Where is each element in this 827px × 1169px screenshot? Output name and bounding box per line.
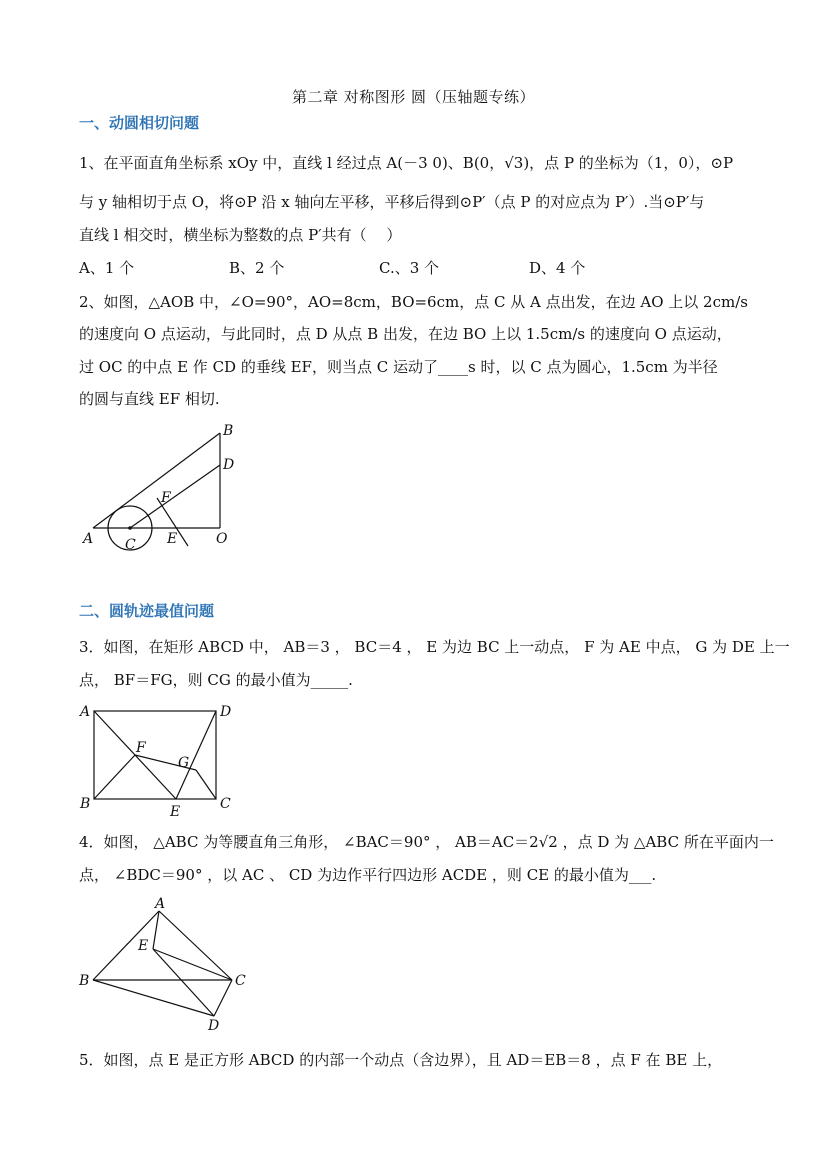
q3-figure [75, 698, 245, 820]
q3-segment-bf [94, 755, 135, 799]
q4-label-e: E [138, 938, 149, 954]
q2-point-c [128, 526, 132, 530]
q2-label-o: O [216, 531, 228, 547]
q4-segment-ab [93, 911, 159, 980]
q3-line-1: 3．如图，在矩形 ABCD 中， AB＝3 ， BC＝4 ， E 为边 BC 上一动点， F 为 AE 中点， G 为 DE 上一 [79, 638, 790, 656]
q4-segment-cd [214, 980, 232, 1016]
q4-segment-ce [153, 949, 232, 980]
q4-figure [75, 893, 255, 1035]
q2-label-d: D [223, 457, 235, 473]
q4-label-a: A [155, 896, 166, 912]
q2-line-1: 2、如图，△AOB 中，∠O=90°，AO=8cm，BO=6cm，点 C 从 A 点出发，在边 AO 上以 2cm/s [79, 293, 748, 311]
q4-segment-bd [93, 980, 214, 1016]
q3-label-e: E [170, 804, 181, 820]
q3-rectangle-abcd [94, 711, 216, 799]
q2-label-a: A [83, 531, 94, 547]
q2-label-c: C [125, 537, 136, 553]
q3-label-b: B [80, 796, 91, 812]
q4-label-b: B [79, 973, 90, 989]
q2-segment-cd [130, 465, 220, 528]
q1-choice-d: D、4 个 [529, 259, 586, 277]
q5-line-1: 5．如图，点 E 是正方形 ABCD 的内部一个动点（含边界），且 AD＝EB＝8 ，点 F 在 BE 上， [79, 1051, 723, 1069]
q2-segment-ab [93, 433, 220, 528]
q4-label-c: C [235, 973, 246, 989]
q2-line-4: 的圆与直线 EF 相切. [79, 390, 220, 408]
q4-segment-ac [159, 911, 232, 980]
q2-label-f: F [161, 490, 171, 506]
q2-line-3: 过 OC 的中点 E 作 CD 的垂线 EF，则当点 C 运动了____s 时，以 C 点为圆心，1.5cm 为半径 [79, 358, 718, 376]
q1-choice-b: B、2 个 [229, 259, 285, 277]
section-heading-1: 一、动圆相切问题 [79, 114, 200, 132]
q3-line-2: 点， BF＝FG，则 CG 的最小值为_____. [79, 671, 353, 689]
q4-label-d: D [208, 1018, 220, 1034]
q2-figure [75, 418, 245, 558]
q3-label-g: G [178, 755, 190, 771]
q1-choices [79, 258, 759, 278]
q3-label-c: C [220, 796, 231, 812]
q1-line-3: 直线 l 相交时，横坐标为整数的点 P′共有（ ） [79, 226, 402, 244]
q4-line-2: 点， ∠BDC＝90° ，以 AC 、 CD 为边作平行四边形 ACDE ，则 CE 的最小值为___. [79, 866, 657, 884]
section-heading-2: 二、圆轨迹最值问题 [79, 602, 215, 620]
q4-segment-ed [153, 949, 214, 1016]
q3-label-a: A [80, 704, 91, 720]
page-title: 第二章 对称图形 圆（压轴题专练） [291, 88, 536, 106]
q2-label-b: B [223, 423, 234, 439]
q1-choice-a: A、1 个 [79, 259, 135, 277]
q4-line-1: 4．如图， △ABC 为等腰直角三角形， ∠BAC＝90° ， AB＝AC＝2√2 ，点 D 为 △ABC 所在平面内一 [79, 833, 774, 851]
q1-line-1: 1、在平面直角坐标系 xOy 中，直线 l 经过点 A(－3 0)、B(0，√3)，点 P 的坐标为（1，0），⊙P [79, 154, 734, 172]
q1-choice-c: C.、3 个 [379, 259, 440, 277]
q2-label-e: E [167, 531, 178, 547]
q3-label-d: D [220, 704, 232, 720]
q2-line-2: 的速度向 O 点运动，与此同时，点 D 从点 B 出发，在边 BO 上以 1.5cm/s 的速度向 O 点运动， [79, 325, 732, 343]
q3-segment-gc [196, 770, 216, 799]
q1-line-2: 与 y 轴相切于点 O，将⊙P 沿 x 轴向左平移，平移后得到⊙P′（点 P 的对应点为 P′）.当⊙P′与 [79, 193, 705, 211]
q3-label-f: F [136, 740, 146, 756]
